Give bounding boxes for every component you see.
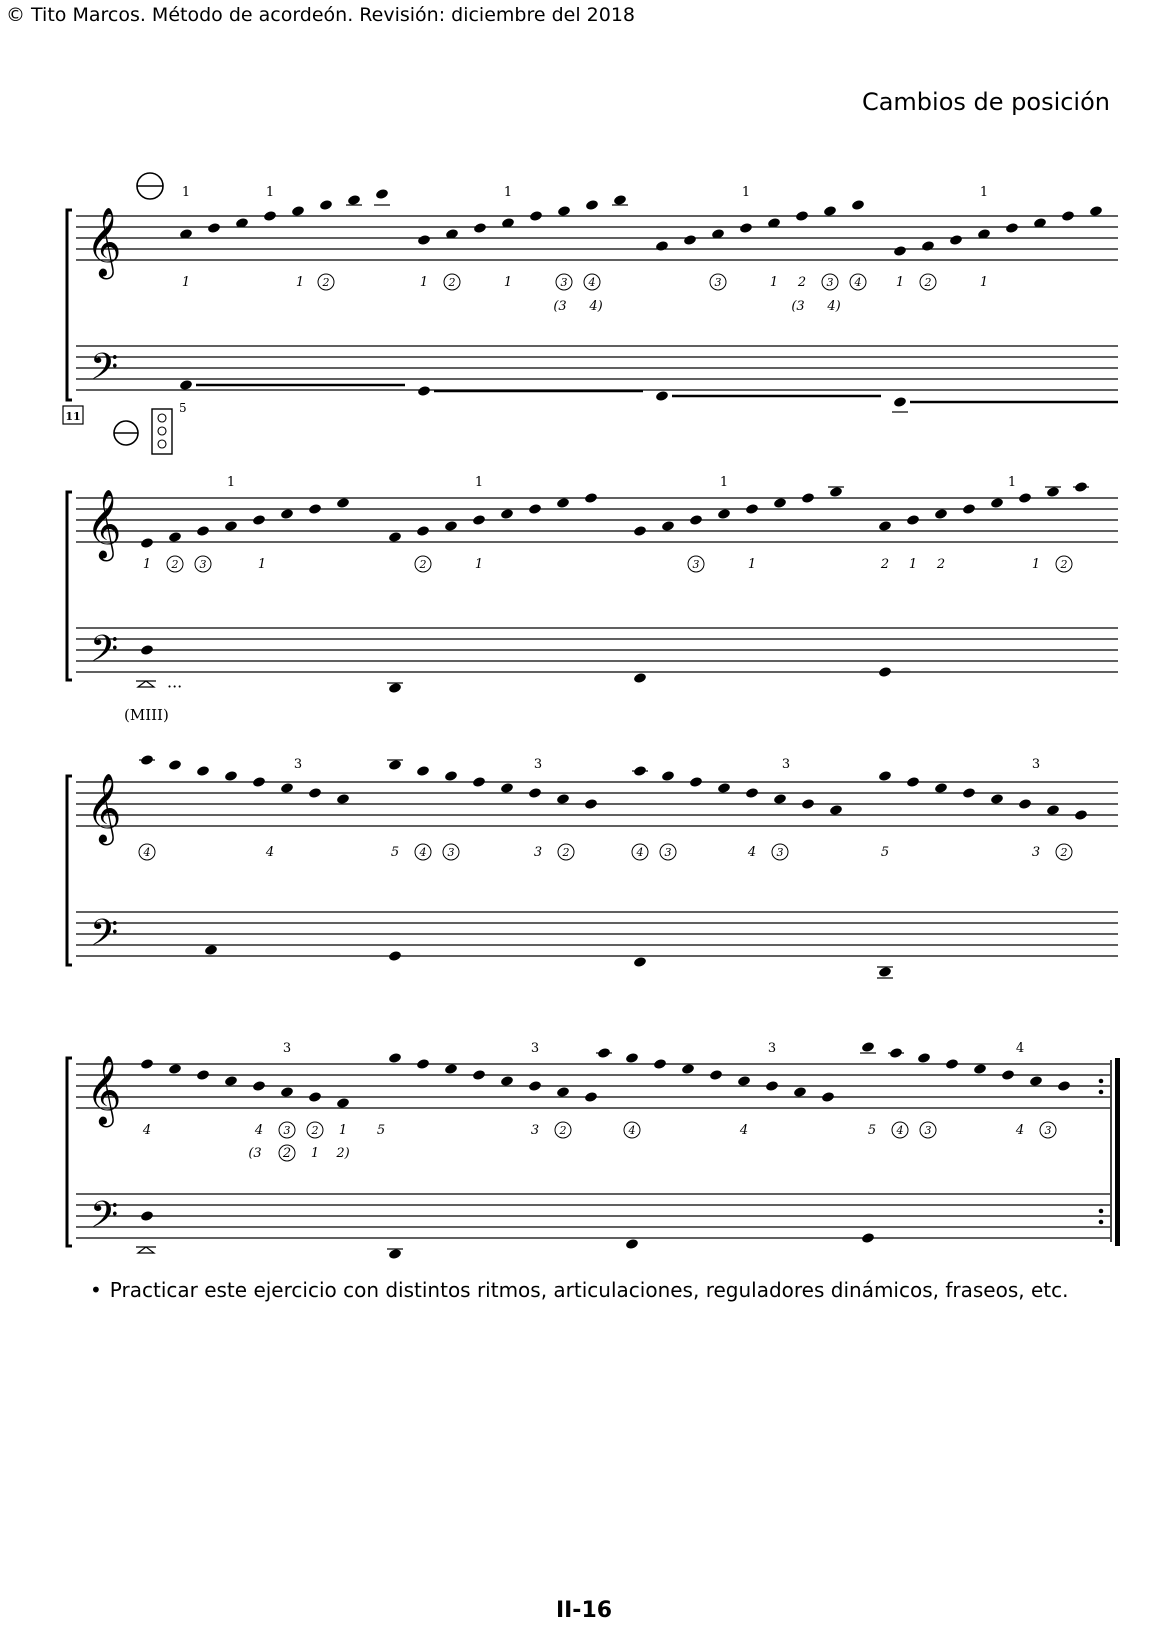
register-symbol-bass [114, 421, 138, 445]
fingering-circled: 2 [559, 1124, 567, 1137]
mark-miii: (MIII) [124, 706, 169, 724]
fingering-top: 1 [474, 475, 484, 490]
fingering-circled: 3 [447, 846, 455, 859]
fingering-circled: 3 [199, 558, 207, 571]
fingering-bottom: 1 [257, 557, 267, 572]
bass-clef: 𝄢 [90, 346, 119, 397]
bass-clef: 𝄢 [90, 912, 119, 963]
fingering-top: 3 [293, 757, 303, 772]
fingering-alternative: (3 [791, 299, 805, 314]
fingering-bottom: 3 [1031, 845, 1041, 860]
fingering-bottom: 4 [142, 1123, 152, 1138]
bass-staff [76, 912, 1118, 956]
treble-staff [76, 216, 1118, 260]
bass-staff [76, 346, 1118, 390]
fingering-circled: 4 [896, 1124, 904, 1137]
fingering-circled: 3 [1044, 1124, 1052, 1137]
section-title: Cambios de posición [861, 88, 1110, 116]
fingering-bottom: 4 [254, 1123, 264, 1138]
diamond-mark [138, 1247, 154, 1253]
register-symbol-treble [137, 173, 163, 199]
fingering-bottom: 4 [747, 845, 757, 860]
fingering-bottom: 1 [142, 557, 152, 572]
bass-notes [204, 944, 893, 978]
diamond-mark [138, 681, 154, 687]
fingering-circled: 2 [419, 558, 427, 571]
fingering-bottom: 5 [376, 1123, 386, 1138]
fingering-circled: 3 [692, 558, 700, 571]
fingering-bottom: 3 [530, 1123, 540, 1138]
fingering-bottom: 2 [936, 557, 946, 572]
fingering-top: 3 [282, 1041, 292, 1056]
bass-register-number: 5 [179, 401, 187, 415]
fingering-top: 1 [503, 185, 513, 200]
fingering-bottom: 1 [419, 275, 429, 290]
fingering-circled: 3 [826, 276, 834, 289]
practice-note [90, 1278, 1068, 1302]
fingering-circled: 3 [776, 846, 784, 859]
fingering-circled: 4 [636, 846, 644, 859]
fingering-top: 1 [1007, 475, 1017, 490]
fingering-top: 1 [979, 185, 989, 200]
fingering-circled: 3 [714, 276, 722, 289]
fingering-bottom: 1 [979, 275, 989, 290]
system-1 [67, 173, 1118, 412]
bass-staff [76, 1194, 1110, 1238]
fingering-circled: 2 [1060, 558, 1068, 571]
continuation-dots: ··· [167, 677, 183, 696]
bass-staff [76, 628, 1118, 672]
fingering-alternative: 4) [589, 299, 603, 314]
treble-staff [76, 782, 1118, 826]
fingering-layer [139, 185, 1072, 1161]
bass-notes [140, 1210, 875, 1260]
fingering-circled: 3 [283, 1124, 291, 1137]
system-bracket [67, 1058, 72, 1246]
system-2 [67, 481, 1118, 724]
treble-clef: 𝄞 [86, 207, 122, 277]
fingering-top: 1 [741, 185, 751, 200]
fingering-top: 3 [781, 757, 791, 772]
fingering-alternative: 4) [827, 299, 841, 314]
fingering-circled: 2 [171, 558, 179, 571]
fingering-bottom: 1 [295, 275, 305, 290]
fingering-circled: 4 [628, 1124, 636, 1137]
fingering-bottom: 1 [503, 275, 513, 290]
fingering-circled: 2 [1060, 846, 1068, 859]
fingering-circled: 3 [664, 846, 672, 859]
fingering-circled: 2 [924, 276, 932, 289]
system-bracket [67, 492, 72, 680]
fingering-alternative: 1 [310, 1146, 320, 1161]
system-3 [67, 754, 1118, 978]
fingering-top: 3 [530, 1041, 540, 1056]
fingering-bottom: 2 [880, 557, 890, 572]
fingering-top: 1 [265, 185, 275, 200]
fingering-alternative: (3 [248, 1146, 262, 1161]
fingering-top: 3 [767, 1041, 777, 1056]
fingering-bottom: 1 [769, 275, 779, 290]
treble-staff [76, 498, 1118, 542]
fingering-alternative: 2) [336, 1146, 350, 1161]
fingering-top: 1 [181, 185, 191, 200]
page-number: II-16 [555, 1598, 613, 1623]
fingering-circled: 3 [560, 276, 568, 289]
system-bracket [67, 776, 72, 965]
measure-number-box [63, 406, 83, 424]
fingering-bottom: 1 [1031, 557, 1041, 572]
fingering-top: 1 [719, 475, 729, 490]
fingering-bottom: 5 [880, 845, 890, 860]
fingering-top: 3 [533, 757, 543, 772]
fingering-alternative: 2 [282, 1146, 292, 1161]
fingering-circled: 2 [322, 276, 330, 289]
fingering-bottom: 4 [739, 1123, 749, 1138]
bass-clef: 𝄢 [90, 1194, 119, 1245]
fingering-bottom: 5 [390, 845, 400, 860]
fingering-circled: 4 [419, 846, 427, 859]
treble-staff [76, 1064, 1110, 1108]
measure-number: 11 [65, 410, 81, 423]
fingering-top: 3 [1031, 757, 1041, 772]
bass-notes [179, 379, 1118, 412]
practice-note-text: Practicar este ejercicio con distintos ritmos, articulaciones, reguladores dinámicos, fraseos, etc. [109, 1278, 1069, 1302]
fingering-bottom: 5 [867, 1123, 877, 1138]
copyright-line: © Tito Marcos. Método de acordeón. Revisión: diciembre del 2018 [6, 4, 636, 26]
fingering-bottom: 4 [265, 845, 275, 860]
fingering-top: 4 [1015, 1041, 1025, 1056]
bullet: • [90, 1278, 102, 1302]
fingering-bottom: 1 [908, 557, 918, 572]
bass-register-box [152, 401, 187, 454]
fingering-bottom: 1 [747, 557, 757, 572]
treble-clef: 𝄞 [86, 773, 122, 843]
system-4 [67, 1041, 1120, 1260]
treble-clef: 𝄞 [86, 1055, 122, 1125]
fingering-top: 1 [226, 475, 236, 490]
treble-notes [179, 188, 1103, 257]
treble-notes [140, 481, 1088, 549]
fingering-bottom: 1 [338, 1123, 348, 1138]
fingering-bottom: 2 [797, 275, 807, 290]
fingering-circled: 4 [143, 846, 151, 859]
bass-clef: 𝄢 [90, 628, 119, 679]
fingering-bottom: 1 [181, 275, 191, 290]
fingering-circled: 3 [924, 1124, 932, 1137]
treble-notes [140, 754, 1088, 821]
fingering-alternative: (3 [553, 299, 567, 314]
fingering-circled: 4 [854, 276, 862, 289]
fingering-circled: 2 [562, 846, 570, 859]
bass-notes [140, 644, 892, 694]
fingering-circled: 4 [588, 276, 596, 289]
fingering-circled: 2 [311, 1124, 319, 1137]
fingering-bottom: 1 [474, 557, 484, 572]
system-bracket [67, 210, 72, 400]
fingering-circled: 2 [448, 276, 456, 289]
fingering-bottom: 4 [1015, 1123, 1025, 1138]
fingering-bottom: 3 [533, 845, 543, 860]
fingering-bottom: 1 [895, 275, 905, 290]
treble-clef: 𝄞 [86, 489, 122, 559]
